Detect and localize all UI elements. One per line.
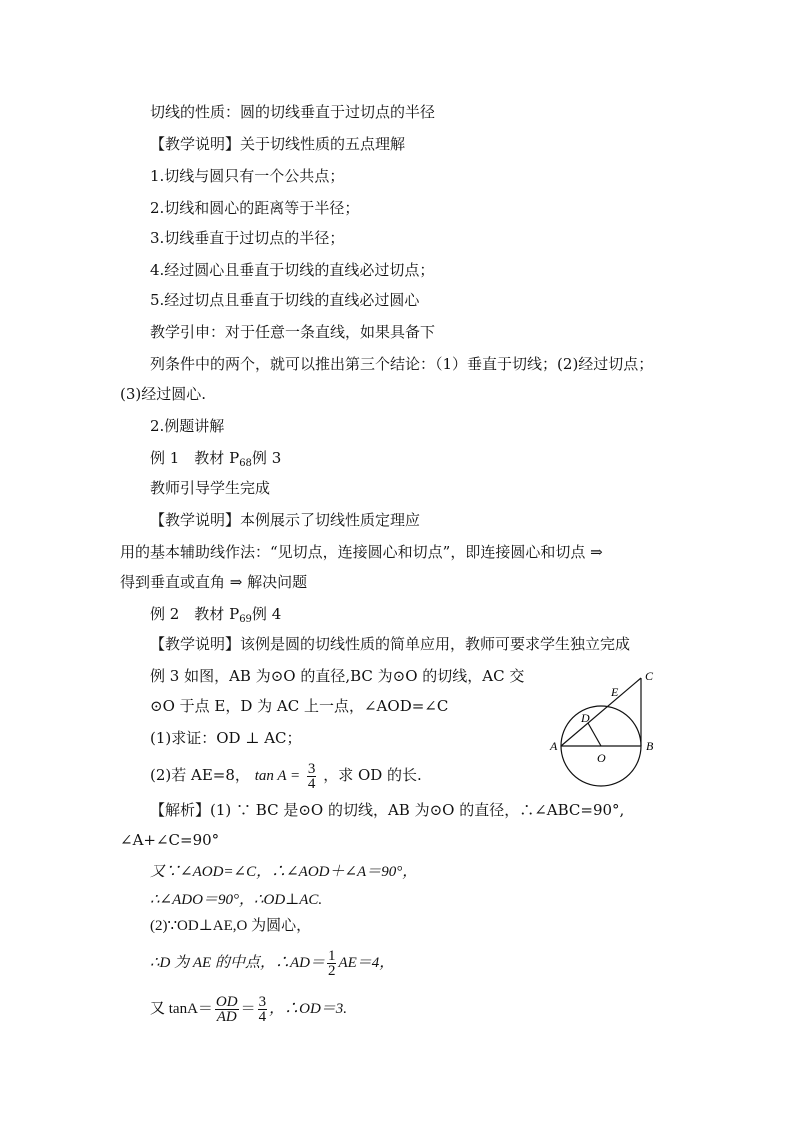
question-2-prefix: (2)若 AE=8， <box>150 766 250 784</box>
text-line-15: 用的基本辅助线作法：“见切点，连接圆心和切点”，即连接圆心和切点 ⇒ <box>120 543 603 561</box>
page-subscript-68: 68 <box>239 458 252 469</box>
fraction-numerator: 3 <box>307 760 316 777</box>
example-1-suffix: 例 3 <box>251 449 282 467</box>
fraction-numerator: 3 <box>258 994 267 1011</box>
fraction-denominator: 4 <box>307 775 316 792</box>
page-subscript-69: 69 <box>239 614 252 625</box>
fraction-denominator: 2 <box>327 963 336 980</box>
fraction-denominator: AD <box>216 1009 237 1026</box>
label-a: A <box>550 739 558 753</box>
label-o: O <box>597 751 606 765</box>
tan-solution-line <box>150 994 347 1024</box>
example-2-line <box>150 604 281 627</box>
text-line-8: 教学引申：对于任意一条直线，如果具备下 <box>150 323 436 341</box>
text-line-16: 得到垂直或直角 ⇒ 解决问题 <box>120 573 308 591</box>
segment-od <box>588 723 601 746</box>
fraction-3-4-solution <box>258 995 268 1024</box>
circle-tangent-figure <box>548 664 668 794</box>
fraction-3-4 <box>307 762 317 791</box>
example-2-suffix: 例 4 <box>251 605 282 623</box>
fraction-numerator: OD <box>215 994 238 1011</box>
text-line-26: ∴∠ADO＝90°，∴OD⊥AC. <box>150 892 323 908</box>
fraction-denominator: 4 <box>258 1009 267 1026</box>
line-ac <box>561 678 641 746</box>
tan-a-expression: tan A = <box>254 768 301 784</box>
text-line-10: (3)经过圆心. <box>120 385 207 403</box>
label-c: C <box>645 669 654 683</box>
equals-sign: ＝ <box>240 1001 256 1017</box>
label-e: E <box>611 685 619 699</box>
question-2-suffix: ，求 OD 的长. <box>323 766 422 784</box>
text-line-5: 3.切线垂直于过切点的半径； <box>150 229 345 247</box>
fraction-1-2 <box>327 949 337 978</box>
text-line-18: 【教学说明】该例是圆的切线性质的简单应用，教师可要求学生独立完成 <box>150 635 631 653</box>
example-2-prefix: 例 2 教材 P <box>150 605 240 623</box>
text-line-2: 【教学说明】关于切线性质的五点理解 <box>150 135 406 153</box>
fraction-od-ad <box>215 995 239 1024</box>
text-line-3: 1.切线与圆只有一个公共点； <box>150 167 345 185</box>
text-line-14: 【教学说明】本例展示了切线性质定理应 <box>150 511 421 529</box>
text-line-24: ∠A+∠C=90° <box>120 831 220 849</box>
text-line-13: 教师引导学生完成 <box>150 479 271 497</box>
midpoint-line <box>150 948 394 978</box>
tan-solution-prefix: 又 tanA＝ <box>150 1001 213 1017</box>
text-line-20: ⊙O 于点 E，D 为 AC 上一点，∠AOD=∠C <box>150 697 449 715</box>
label-b: B <box>646 739 654 753</box>
label-d: D <box>581 711 590 725</box>
question-2-line <box>150 760 422 791</box>
text-line-23: 【解析】(1) ∵ BC 是⊙O 的切线，AB 为⊙O 的直径，∴∠ABC=90°, <box>150 801 625 819</box>
text-line-27: (2)∵OD⊥AE,O 为圆心， <box>150 918 312 934</box>
fraction-numerator: 1 <box>327 948 336 965</box>
tan-solution-suffix: ，∴OD＝3. <box>269 1001 348 1017</box>
text-line-6: 4.经过圆心且垂直于切线的直线必过切点； <box>150 261 435 279</box>
text-line-4: 2.切线和圆心的距离等于半径； <box>150 199 360 217</box>
midpoint-prefix: ∴D 为 AE 的中点，∴AD＝ <box>150 955 325 971</box>
text-line-21: (1)求证：OD ⊥ AC； <box>150 729 302 747</box>
text-line-9: 列条件中的两个，就可以推出第三个结论：（1）垂直于切线；(2)经过切点； <box>150 355 654 373</box>
midpoint-suffix: AE＝4， <box>338 955 395 971</box>
text-line-11: 2.例题讲解 <box>150 417 225 435</box>
example-1-prefix: 例 1 教材 P <box>150 449 240 467</box>
text-line-1: 切线的性质：圆的切线垂直于过切点的半径 <box>150 103 436 121</box>
text-line-7: 5.经过切点且垂直于切线的直线必过圆心 <box>150 291 420 309</box>
text-line-19: 例 3 如图，AB 为⊙O 的直径,BC 为⊙O 的切线，AC 交 <box>150 667 525 685</box>
example-1-line <box>150 448 281 471</box>
text-line-25: 又∵∠AOD=∠C，∴∠AOD＋∠A＝90°， <box>150 864 418 880</box>
